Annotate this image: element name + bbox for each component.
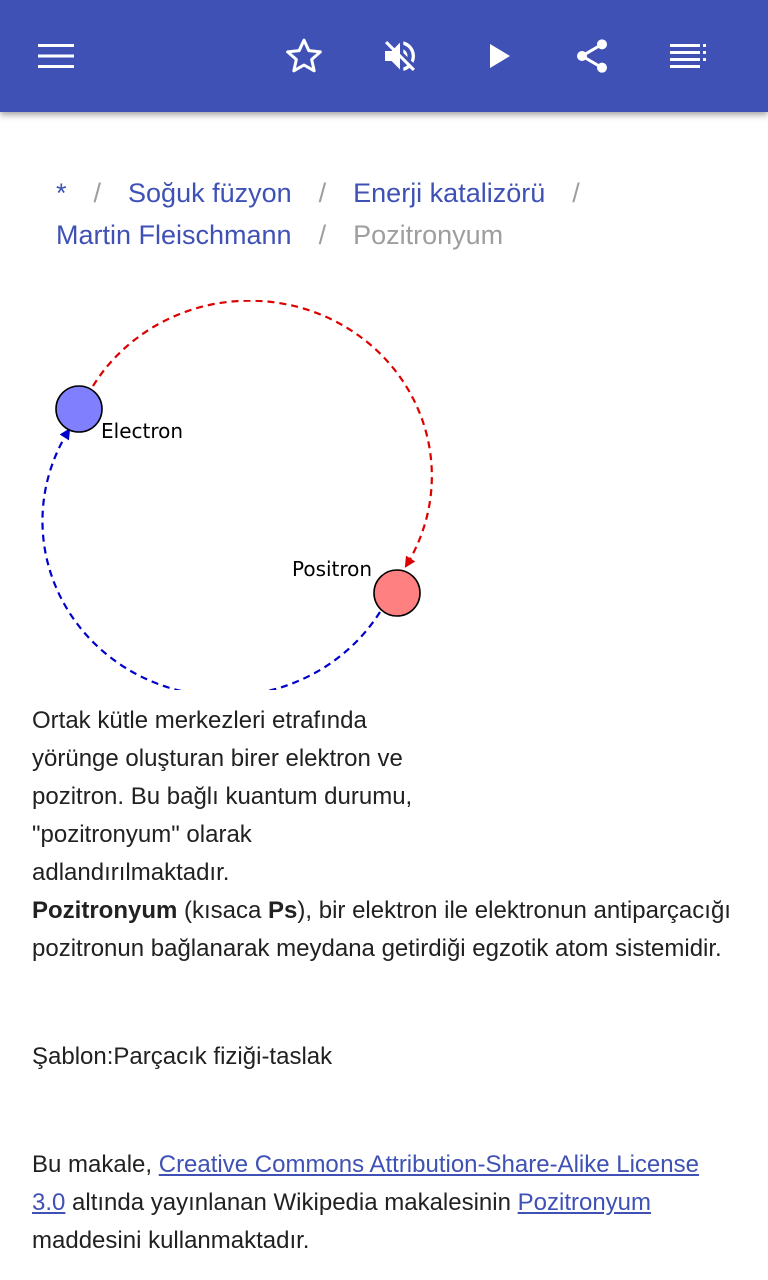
intro-text: (kısaca <box>177 897 269 924</box>
contents-button[interactable] <box>660 28 716 84</box>
menu-button[interactable] <box>28 28 84 84</box>
license-link[interactable]: Creative Commons Attribution-Share-Alike License 3.0 <box>32 1151 699 1216</box>
license-notice <box>32 1146 732 1260</box>
play-button[interactable] <box>470 28 526 84</box>
list-icon <box>668 41 708 71</box>
electron-label: Electron <box>101 419 184 443</box>
template-note: Şablon:Parçacık fiziği-taslak <box>32 1043 333 1070</box>
share-icon <box>572 36 612 76</box>
positron-label: Positron <box>292 557 373 581</box>
license-text: Bu makale, <box>32 1151 159 1178</box>
bookmark-button[interactable] <box>276 28 332 84</box>
star-outline-icon <box>284 36 324 76</box>
intro-paragraph <box>32 892 732 968</box>
figure-caption: Ortak kütle merkezleri etrafında yörünge oluşturan birer elektron ve pozitron. Bu bağlı kuantum durumu, "pozitronyum" olarak adlandırılmaktadır. <box>32 707 413 886</box>
breadcrumb-item[interactable]: Enerji katalizörü <box>353 178 546 208</box>
mute-button[interactable] <box>372 28 428 84</box>
breadcrumb-separator: / <box>318 178 327 208</box>
share-button[interactable] <box>564 28 620 84</box>
source-article-link[interactable]: Pozitronyum <box>517 1189 652 1216</box>
breadcrumb-item[interactable]: * <box>56 178 67 208</box>
electron-particle <box>56 386 102 432</box>
article-term: Pozitronyum <box>32 897 178 924</box>
intro-text: ), bir elektron ile elektronun antiparçacığı pozitronun bağlanarak meydana getirdiği egzotik atom sistemidir. <box>32 897 731 962</box>
menu-icon <box>36 41 76 71</box>
positronium-figure[interactable] <box>40 300 440 690</box>
breadcrumb-current: Pozitronyum <box>353 220 504 250</box>
breadcrumb-separator: / <box>93 178 102 208</box>
app-bar <box>0 0 768 112</box>
breadcrumb-item[interactable]: Martin Fleischmann <box>56 220 292 250</box>
breadcrumb-separator: / <box>572 178 580 208</box>
breadcrumb-item[interactable]: Soğuk füzyon <box>128 178 292 208</box>
play-icon <box>482 40 514 72</box>
positron-particle <box>374 570 420 616</box>
license-text: maddesini kullanmaktadır. <box>32 1227 310 1254</box>
breadcrumb-separator: / <box>318 220 327 250</box>
license-text: altında yayınlanan Wikipedia makalesinin <box>65 1189 518 1216</box>
volume-off-icon <box>380 36 420 76</box>
article-abbreviation: Ps <box>268 897 298 924</box>
breadcrumb <box>56 172 716 256</box>
